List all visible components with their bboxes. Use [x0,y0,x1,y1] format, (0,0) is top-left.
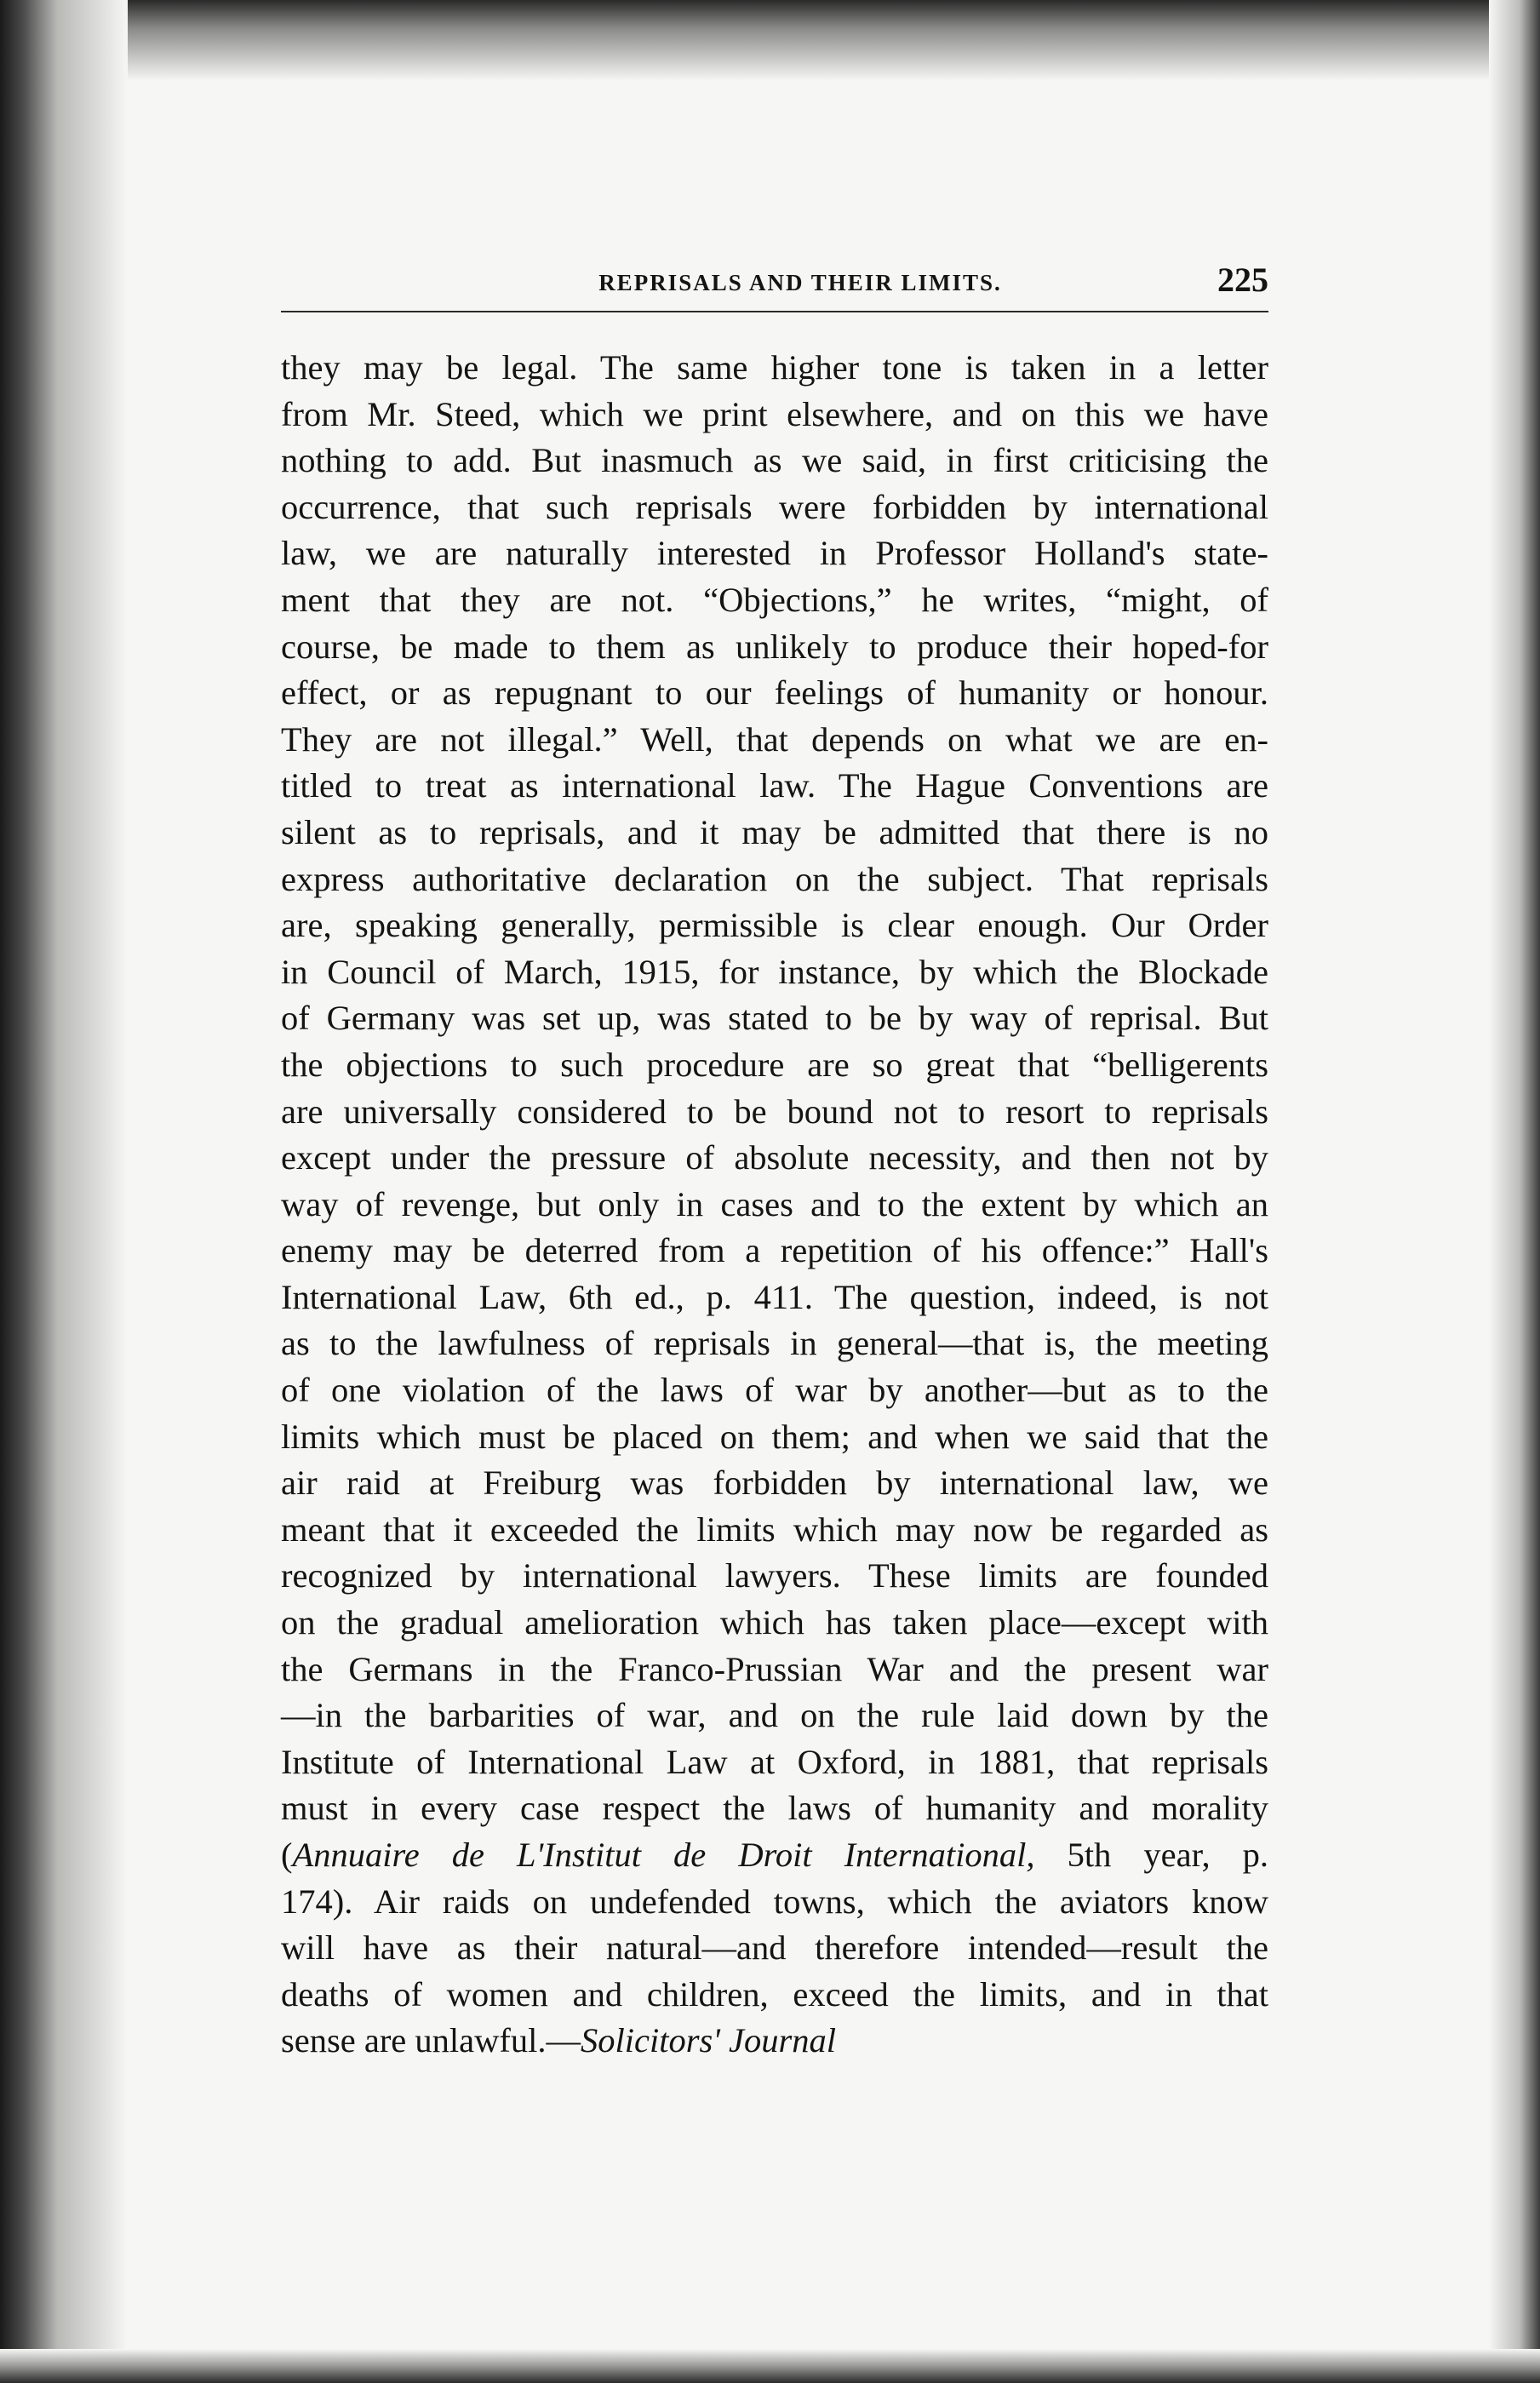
text-line: except under the pressure of absolute necessity, and then not by [281,1138,1268,1177]
text-line: of Germany was set up, was stated to be by way of reprisal. But [281,999,1268,1038]
text-line: express authoritative declaration on the subject. That reprisals [281,859,1268,898]
text-line: are universally considered to be bound not to resort to reprisals [281,1091,1268,1131]
text-line: occurrence, that such reprisals were forbidden by international [281,487,1268,526]
running-head [281,260,1268,312]
text-line: they may be legal. The same higher tone is taken in a letter [281,348,1268,387]
text-line: of one violation of the laws of war by another—but as to the [281,1371,1268,1410]
text-line: They are not illegal.” Well, that depends on what we are en- [281,719,1268,759]
text-line: sense are unlawful.—Solicitors' Journal [281,2021,837,2060]
book-page [281,260,1268,2065]
text-line: in Council of March, 1915, for instance, by which the Blockade [281,952,1268,991]
text-line: effect, or as repugnant to our feelings of humanity or honour. [281,673,1268,713]
running-title: REPRISALS AND THEIR LIMITS. [598,270,1002,295]
text-line: the Germans in the Franco-Prussian War and the present war [281,1649,1268,1688]
text-line: on the gradual amelioration which has taken place—except with [281,1603,1268,1642]
text-line: titled to treat as international law. The Hague Conventions are [281,766,1268,805]
text-line: 174). Air raids on undefended towns, which the aviators know [281,1882,1268,1921]
text-line: from Mr. Steed, which we print elsewhere, and on this we have [281,394,1268,433]
text-line: will have as their natural—and therefore intended—result the [281,1928,1268,1968]
text-line: course, be made to them as unlikely to produce their hoped-for [281,627,1268,666]
text-line: limits which must be placed on them; and when we said that the [281,1417,1268,1456]
page-number: 225 [1217,261,1268,299]
text-line: Institute of International Law at Oxford, in 1881, that reprisals [281,1742,1268,1781]
text-line: (Annuaire de L'Institut de Droit International, 5th year, p. [281,1836,1268,1874]
text-line: meant that it exceeded the limits which may now be regarded as [281,1509,1268,1549]
text-line: as to the lawfulness of reprisals in general—that is, the meeting [281,1324,1268,1363]
text-line: enemy may be deterred from a repetition of his offence:” Hall's [281,1231,1268,1270]
text-line: recognized by international lawyers. These limits are founded [281,1556,1268,1595]
text-line: the objections to such procedure are so great that “belligerents [281,1045,1268,1084]
scan-shadow-bottom [0,2349,1540,2383]
text-line: law, we are naturally interested in Professor Holland's state- [281,534,1268,573]
text-line: air raid at Freiburg was forbidden by international law, we [281,1464,1268,1503]
text-line: are, speaking generally, permissible is clear enough. Our Order [281,906,1268,945]
text-line: International Law, 6th ed., p. 411. The question, indeed, is not [281,1277,1268,1316]
text-line: deaths of women and children, exceed the limits, and in that [281,1974,1268,2014]
text-line: nothing to add. But inasmuch as we said, in first criticising the [281,441,1268,480]
text-line: ment that they are not. “Objections,” he writes, “might, of [281,580,1268,619]
body-paragraph [281,345,1268,2065]
text-line: —in the barbarities of war, and on the rule laid down by the [281,1696,1268,1735]
scan-shadow-top [0,0,1540,81]
scan-shadow-left [0,0,128,2383]
text-line: must in every case respect the laws of humanity and morality [281,1789,1268,1828]
text-line: way of revenge, but only in cases and to the extent by which an [281,1184,1268,1223]
scan-shadow-right [1489,0,1540,2383]
text-line: silent as to reprisals, and it may be admitted that there is no [281,812,1268,851]
